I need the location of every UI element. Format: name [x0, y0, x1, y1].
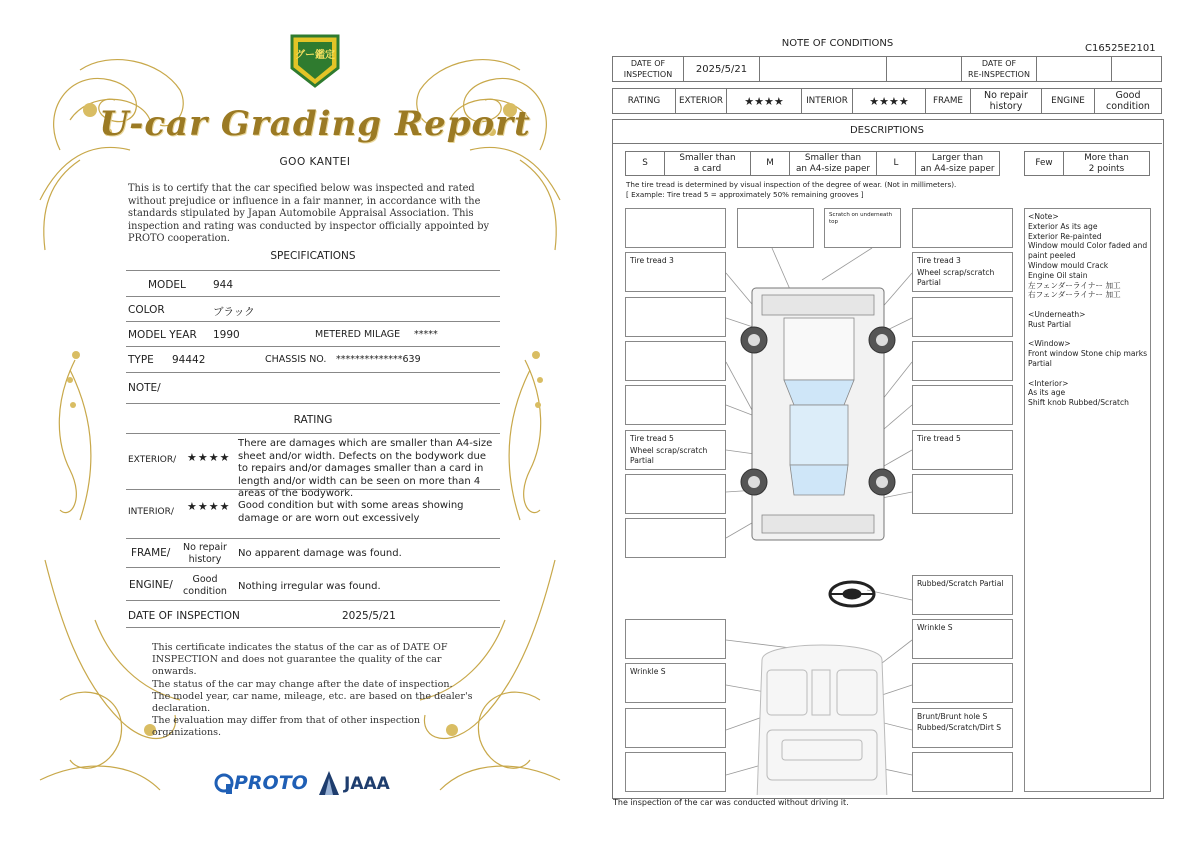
- callout-wrinkle-left: [625, 663, 726, 703]
- callout-text: Rubbed/Scratch/Dirt S: [917, 723, 1002, 732]
- remark-line: paint peeled: [1028, 251, 1076, 261]
- remark-line: Exterior As its age: [1028, 221, 1098, 231]
- callout-box: [625, 297, 726, 337]
- frame-value: [971, 89, 1042, 114]
- divider: [126, 489, 500, 490]
- legend-line: Larger than: [931, 152, 984, 163]
- frame-value-line: history: [188, 554, 222, 565]
- interior-header: INTERIOR: [802, 89, 853, 114]
- disclaimer-line: The evaluation may differ from that of other inspection organizations.: [152, 715, 421, 739]
- tire-tread-note: [626, 180, 956, 199]
- header-line: DATE OF: [630, 59, 666, 68]
- remark-line: [1025, 330, 1150, 340]
- exterior-stars: ★★★★: [187, 451, 231, 464]
- engine-value-line: Good: [1115, 90, 1141, 101]
- callout-tire-front-left: [625, 252, 726, 292]
- engine-label: ENGINE/: [129, 579, 173, 591]
- interior-description: Good condition but with some areas showing damage or are worn out excessively: [238, 500, 464, 524]
- disclaimer-line: The model year, car name, mileage, etc. are based on the dealer's: [152, 690, 473, 702]
- header-line: DATE OF: [981, 59, 1017, 68]
- divider: [126, 372, 500, 373]
- callout-seat: [912, 708, 1013, 748]
- callout-text: Tire tread 3: [630, 256, 674, 265]
- reinspection-header: [962, 57, 1037, 82]
- legend-s: S: [626, 152, 665, 176]
- callout-text: Tire tread 5: [630, 434, 674, 443]
- legend-line: an A4-size paper: [796, 163, 870, 174]
- exterior-header: EXTERIOR: [676, 89, 727, 114]
- badge-text: グー鑑定: [295, 50, 335, 61]
- legend-line: 2 points: [1088, 163, 1125, 174]
- divider: [126, 627, 500, 628]
- remark-line: Rust Partial: [1028, 319, 1071, 329]
- jaaa-logo-text: JAAA: [344, 774, 390, 794]
- note-of-conditions-title: NOTE OF CONDITIONS: [781, 38, 894, 49]
- disclaimer-line: The status of the car may change after the date of inspection.: [152, 678, 453, 690]
- car-top-view-icon: [741, 288, 895, 540]
- type-value: 94442: [172, 354, 206, 366]
- jaaa-logo-icon: [318, 770, 340, 796]
- empty-cell: [887, 57, 962, 82]
- callout-box: [912, 752, 1013, 792]
- remark-line: Partial: [1028, 358, 1052, 368]
- remark-line: 右フェンダーライナー 加工: [1028, 290, 1121, 300]
- date-of-inspection-header: [613, 57, 684, 82]
- descriptions-heading: DESCRIPTIONS: [849, 125, 925, 136]
- few-legend-table: [1024, 151, 1150, 176]
- rating-header: RATING: [613, 89, 676, 114]
- legend-m-desc: [790, 152, 877, 176]
- legend-line: Smaller than: [804, 152, 862, 163]
- disclaimer-line: This certificate indicates the status of the car as of DATE OF: [152, 642, 448, 653]
- callout-box: [912, 385, 1013, 425]
- mileage-label: METERED MILAGE: [315, 329, 401, 340]
- model-year-label: MODEL YEAR: [128, 329, 197, 341]
- remark-line: Front window Stone chip marks: [1028, 349, 1148, 359]
- remark-line: [1025, 300, 1150, 310]
- remark-line: Window mould Crack: [1028, 260, 1109, 270]
- callout-box: [625, 619, 726, 659]
- callout-scratch-underneath: [824, 208, 901, 248]
- callout-text: Scratch on underneath: [829, 212, 893, 218]
- callout-text: Wheel scrap/scratch Partial: [630, 446, 708, 465]
- mileage-value: *****: [414, 329, 438, 340]
- remark-line: <Interior>: [1028, 378, 1069, 388]
- callout-box: [625, 708, 726, 748]
- callout-text: top: [829, 219, 839, 225]
- remark-line: [1025, 369, 1150, 379]
- legend-l: L: [877, 152, 916, 176]
- engine-value: [176, 574, 234, 598]
- frame-value-line: No repair: [183, 542, 227, 553]
- divider: [126, 270, 500, 271]
- empty-cell: [1112, 57, 1162, 82]
- tire-note-line: [ Example: Tire tread 5 = approximately 50% remaining grooves ]: [626, 189, 864, 199]
- disclaimer-line: declaration.: [152, 703, 211, 715]
- certification-statement: This is to certify that the car specified below was inspected and rated without prejudice or influence in a fair manner, in accordance with the standards stipulated by Japan Automobile Appraisal Association. This inspection and rating was conducted by inspector officially appointed by PROTO cooperation.: [128, 183, 490, 245]
- car-interior-view-icon: [757, 645, 887, 795]
- callout-tire-rear-right: [912, 430, 1013, 470]
- header-line: RE-INSPECTION: [968, 70, 1030, 79]
- remark-line: <Underneath>: [1028, 309, 1086, 319]
- legend-line: an A4-size paper: [920, 163, 995, 174]
- disclaimer: [152, 642, 482, 740]
- exterior-label: EXTERIOR/: [128, 455, 177, 465]
- callout-text: Wheel scrap/scratch Partial: [917, 268, 995, 287]
- remark-line: As its age: [1028, 388, 1066, 398]
- callout-box: [625, 752, 726, 792]
- remark-line: Exterior Re-painted: [1028, 231, 1102, 241]
- callout-box: [912, 663, 1013, 703]
- rating-heading: RATING: [293, 414, 333, 426]
- callout-box: [912, 208, 1013, 248]
- model-value: 944: [213, 279, 234, 291]
- exterior-stars: ★★★★: [727, 89, 802, 114]
- callout-text: Wrinkle S: [917, 623, 953, 632]
- divider: [126, 567, 500, 568]
- callout-box: [912, 341, 1013, 381]
- frame-value: [176, 542, 234, 566]
- steering-wheel-icon: [830, 582, 874, 606]
- callout-text: Brunt/Brunt hole S: [917, 712, 988, 721]
- callout-text: Tire tread 5: [917, 434, 961, 443]
- color-value: ブラック: [213, 306, 255, 318]
- callout-text: Tire tread 3: [917, 256, 961, 265]
- legend-l-desc: [916, 152, 1000, 176]
- engine-value: [1095, 89, 1162, 114]
- legend-m: M: [751, 152, 790, 176]
- legend-few-desc: [1064, 152, 1150, 176]
- engine-value-line: condition: [1106, 101, 1150, 112]
- disclaimer-line: INSPECTION and does not guarantee the quality of the car onwards.: [152, 654, 442, 678]
- proto-logo-text: PROTO: [234, 772, 308, 794]
- inspection-date-table: [612, 56, 1162, 82]
- engine-description: Nothing irregular was found.: [238, 581, 381, 592]
- remark-line: <Window>: [1028, 339, 1071, 349]
- remark-line: Window mould Color faded and: [1028, 241, 1148, 251]
- legend-line: More than: [1084, 152, 1129, 163]
- remark-line: Shift knob Rubbed/Scratch: [1028, 398, 1129, 408]
- callout-box: [912, 297, 1013, 337]
- callout-wrinkle-right: [912, 619, 1013, 659]
- rating-summary-table: [612, 88, 1162, 114]
- interior-label: INTERIOR/: [128, 507, 174, 517]
- callout-box: [912, 474, 1013, 514]
- exterior-description: There are damages which are smaller than A4-size sheet and/or width. Defects on the bodywork due to repairs and/or damages smaller than a card in length and/or width can be seen on more than 4 areas of the bodywork.: [238, 438, 493, 499]
- empty-cell: [1037, 57, 1112, 82]
- legend-few: Few: [1025, 152, 1064, 176]
- footer-logos: [210, 770, 410, 798]
- divider: [612, 143, 1162, 144]
- organization-name: GOO KANTEI: [279, 156, 351, 168]
- specifications-heading: SPECIFICATIONS: [270, 250, 356, 262]
- divider: [126, 433, 500, 434]
- date-of-inspection-value: 2025/5/21: [684, 57, 760, 82]
- model-year-value: 1990: [213, 329, 240, 341]
- frame-label: FRAME/: [131, 547, 171, 559]
- callout-tire-rear-left: [625, 430, 726, 470]
- callout-tire-front-right: [912, 252, 1013, 292]
- remark-line: <Note>: [1028, 212, 1059, 221]
- callout-text: Rubbed/Scratch Partial: [917, 579, 1004, 588]
- goo-kantei-badge: [288, 32, 342, 88]
- interior-stars: ★★★★: [853, 89, 926, 114]
- proto-logo-icon: [214, 772, 234, 796]
- divider: [126, 296, 500, 297]
- remark-line: Engine Oil stain: [1028, 270, 1088, 280]
- header-line: INSPECTION: [623, 70, 673, 79]
- frame-value-line: No repair: [984, 90, 1028, 101]
- model-label: MODEL: [148, 279, 186, 291]
- chassis-value: **************639: [336, 354, 421, 365]
- divider: [126, 600, 500, 601]
- callout-box: [625, 518, 726, 558]
- legend-s-desc: [665, 152, 751, 176]
- engine-header: ENGINE: [1042, 89, 1095, 114]
- callout-box: [737, 208, 814, 248]
- date-of-inspection-value: 2025/5/21: [342, 610, 396, 622]
- color-label: COLOR: [128, 304, 165, 316]
- engine-value-line: Good: [192, 574, 218, 585]
- divider: [126, 403, 500, 404]
- callout-steering: [912, 575, 1013, 615]
- footer-note: The inspection of the car was conducted without driving it.: [613, 798, 849, 807]
- callout-box: [625, 474, 726, 514]
- type-label: TYPE: [128, 354, 154, 366]
- chassis-label: CHASSIS NO.: [265, 354, 327, 365]
- divider: [126, 538, 500, 539]
- remark-line: 左フェンダーライナー 加工: [1028, 280, 1121, 290]
- legend-line: Smaller than: [679, 152, 736, 163]
- interior-stars: ★★★★: [187, 500, 231, 513]
- callout-box: [625, 341, 726, 381]
- callout-text: Wrinkle S: [630, 667, 666, 676]
- size-legend-table: [625, 151, 1000, 176]
- divider: [126, 346, 500, 347]
- frame-value-line: history: [989, 101, 1023, 112]
- frame-header: FRAME: [926, 89, 971, 114]
- frame-description: No apparent damage was found.: [238, 548, 402, 559]
- legend-line: a card: [693, 163, 722, 174]
- report-title: U-car Grading Report: [99, 104, 531, 144]
- divider: [126, 321, 500, 322]
- date-of-inspection-label: DATE OF INSPECTION: [128, 610, 240, 622]
- tire-note-line: The tire tread is determined by visual inspection of the degree of wear. (Not in millimeters).: [626, 180, 957, 189]
- note-label: NOTE/: [128, 382, 161, 394]
- remarks-panel: [1024, 208, 1151, 792]
- report-code: C16525E2101: [1085, 43, 1156, 54]
- engine-value-line: condition: [183, 586, 227, 597]
- callout-box: [625, 385, 726, 425]
- callout-box: [625, 208, 726, 248]
- empty-cell: [760, 57, 887, 82]
